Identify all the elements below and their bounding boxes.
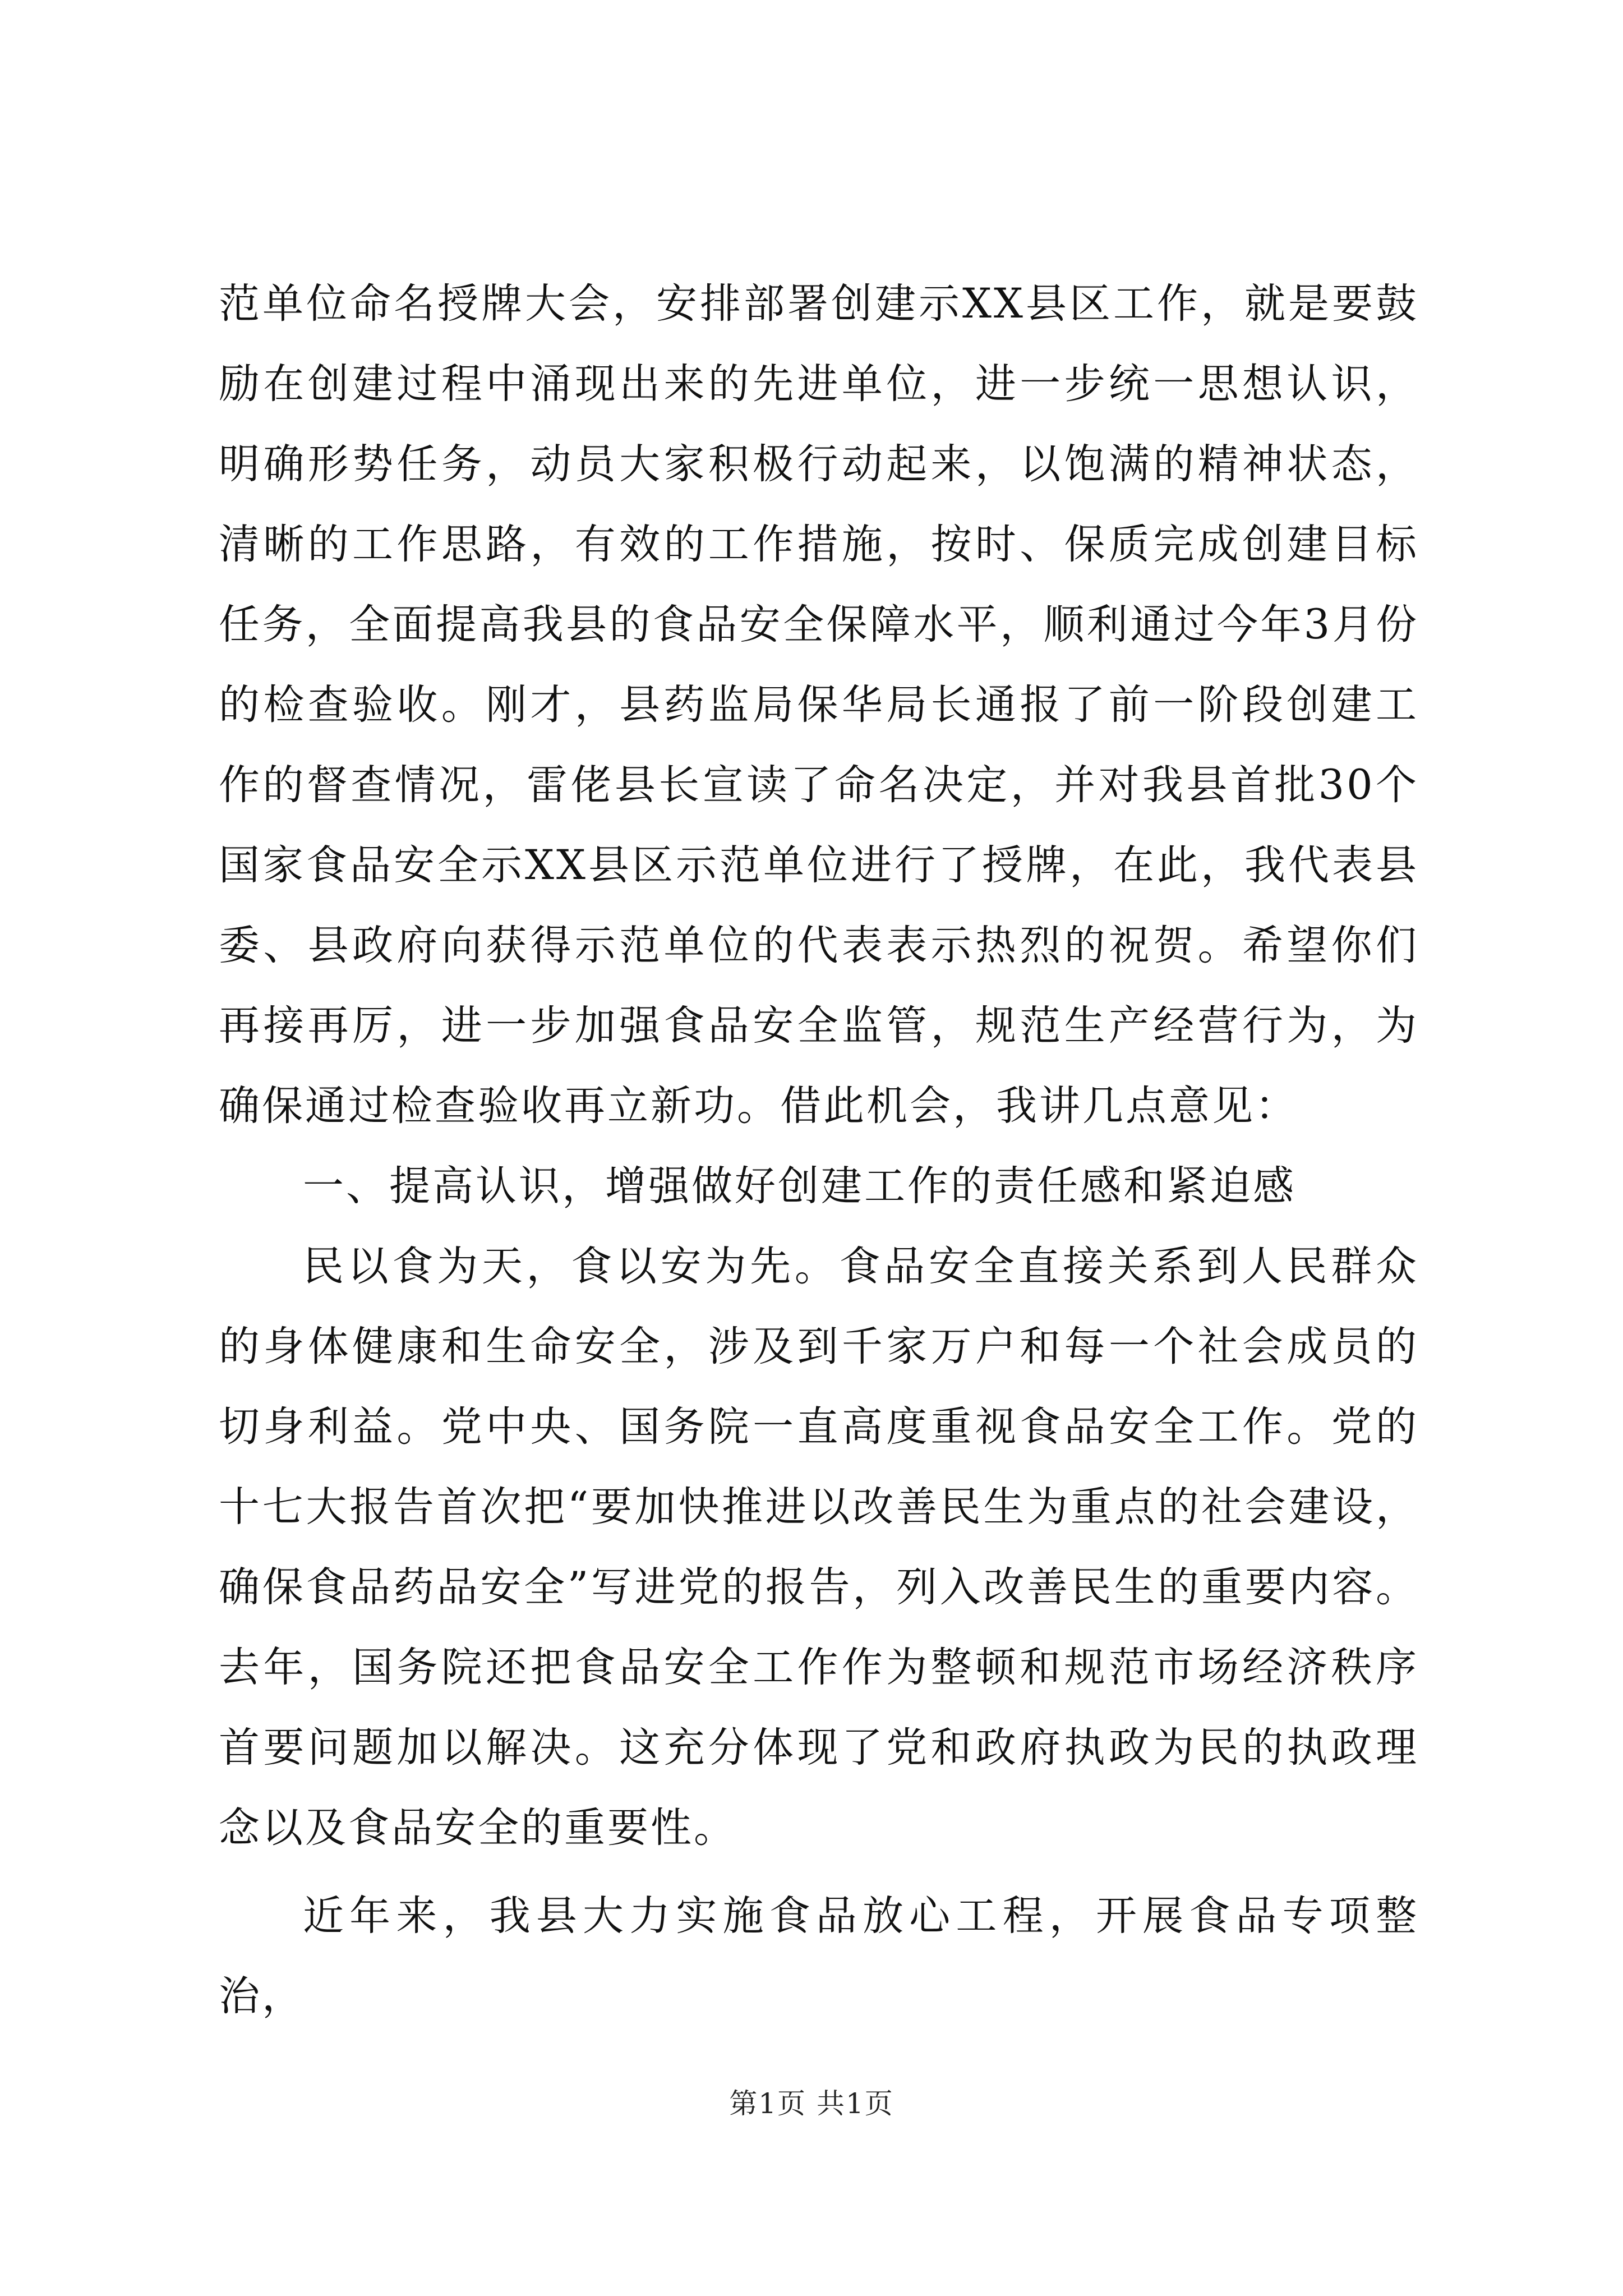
paragraph-food-safety: 民以食为天，食以安为先。食品安全直接关系到人民群众的身体健康和生命安全，涉及到千家万户和每一个社会成员的切身利益。党中央、国务院一直高度重视食品安全工作。党的十七大报告首次把“要加快推进以改善民生为重点的社会建设，确保食品药品安全”写进党的报告，列入改善民生的重要内容。去年，国务院还把食品安全工作作为整顿和规范市场经济秩序首要问题加以解决。这充分体现了党和政府执政为民的执政理念以及食品安全的重要性。 [219,1243,1419,1852]
page-footer: 第1页 共1页 [729,2087,894,2120]
document-body [219,264,1419,2036]
paragraph-recent-years: 近年来，我县大力实施食品放心工程，开展食品专项整治， [219,1892,1419,2020]
paragraph-intro: 范单位命名授牌大会，安排部署创建示XX县区工作，就是要鼓励在创建过程中涌现出来的先进单位，进一步统一思想认识，明确形势任务，动员大家积极行动起来，以饱满的精神状态，清晰的工作思路，有效的工作措施，按时、保质完成创建目标任务，全面提高我县的食品安全保障水平，顺利通过今年3月份的检查验收。刚才，县药监局保华局长通报了前一阶段创建工作的督查情况，雷佬县长宣读了命名决定，并对我县首批30个国家食品安全示XX县区示范单位进行了授牌，在此，我代表县委、县政府向获得示范单位的代表表示热烈的祝贺。希望你们再接再厉，进一步加强食品安全监管，规范生产经营行为，为确保通过检查验收再立新功。借此机会，我讲几点意见： [219,280,1419,1130]
section-heading-1: 一、提高认识，增强做好创建工作的责任感和紧迫感 [303,1162,1296,1210]
